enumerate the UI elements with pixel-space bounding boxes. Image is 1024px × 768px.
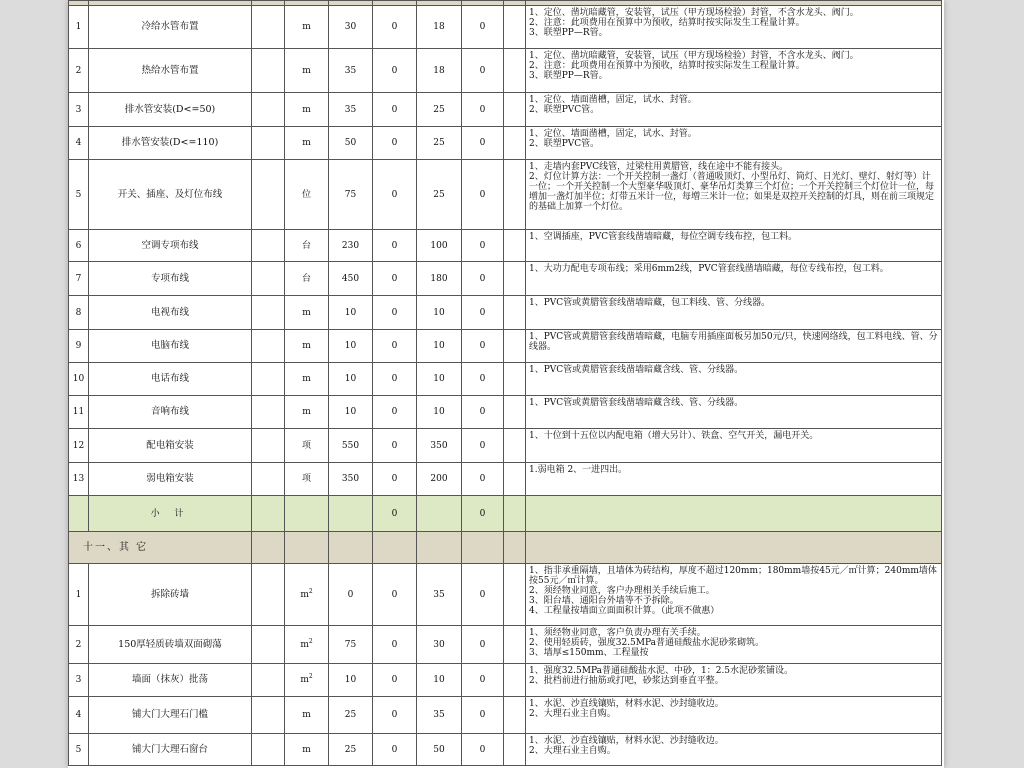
quantity: 0 [373, 697, 417, 734]
subtotal-label: 小 计 [89, 496, 252, 532]
empty-cell [329, 532, 373, 564]
quantity: 0 [373, 160, 417, 230]
item-name: 热给水管布置 [89, 49, 252, 93]
row-number: 1 [69, 564, 89, 626]
unit-cell [285, 93, 329, 127]
total: 0 [462, 330, 504, 363]
quantity: 0 [373, 429, 417, 463]
row-number: 4 [69, 127, 89, 160]
labor-price: 10 [417, 330, 462, 363]
unit: m [302, 341, 311, 351]
unit-cell [285, 396, 329, 429]
quantity: 0 [373, 127, 417, 160]
table-row [69, 396, 942, 429]
total: 0 [462, 262, 504, 296]
total: 0 [462, 363, 504, 396]
row-number: 5 [69, 160, 89, 230]
empty-cell [504, 330, 526, 363]
item-name: 电话布线 [89, 363, 252, 396]
empty-cell [504, 429, 526, 463]
table-row [69, 127, 942, 160]
empty-cell [373, 532, 417, 564]
description: 1、空调插座，PVC管套线凿墙暗藏，每位空调专线布控，包工料。 [526, 230, 942, 262]
description: 1、走墙内套PVC线管，过梁柱用黄腊管，线在途中不能有接头。 2、灯位计算方法：一个开关控制一盏灯（普通吸顶灯、小型吊灯、筒灯、日光灯、壁灯、射灯等）计一位；一个开关控制一个大型豪华吸顶灯、豪华吊灯类算三个灯位；一个开关控制三个灯位计一位，每增加一盏灯加半位；灯带五米计一位，每増三米计一位；如果是双控开关控制的灯具，则在前三项规定的基础上加算一个灯位。 [526, 160, 942, 230]
empty-cell [252, 93, 285, 127]
empty-cell [252, 6, 285, 49]
description: 1、定位、凿坑暗藏管，安装管，试压（甲方现场检验）封管，不含水龙头、阀门。 2、注意：此项费用在预算中为预收，结算时按实际发生工程量计算。 3、联塑PP—R管。 [526, 6, 942, 49]
unit-price: 0 [329, 564, 373, 626]
total: 0 [462, 463, 504, 496]
table-row [69, 160, 942, 230]
table-row [69, 296, 942, 330]
description: 1、十位到十五位以内配电箱（增大另计）、铁盒、空气开关，漏电开关。 [526, 429, 942, 463]
unit-cell [285, 262, 329, 296]
unit-cell [285, 664, 329, 697]
unit-cell [285, 463, 329, 496]
empty-cell [252, 230, 285, 262]
unit-cell [285, 734, 329, 766]
subtotal-total: 0 [462, 496, 504, 532]
quantity: 0 [373, 296, 417, 330]
empty-cell [462, 532, 504, 564]
labor-price: 25 [417, 93, 462, 127]
table-row [69, 6, 942, 49]
unit-price: 25 [329, 734, 373, 766]
labor-price: 10 [417, 664, 462, 697]
description: 1、指非承重隔墙，且墙体为砖结构，厚度不超过120mm；180mm墙按45元／㎡计算；240mm墙体按55元／㎡计算。 2、须经物业同意，客户办理相关手续后施工。 3、阳台墙、通阳台外墙等不予拆除。 4、工程量按墙面立面面积计算。（此项不做惠） [526, 564, 942, 626]
row-number: 2 [69, 49, 89, 93]
unit: m [302, 374, 311, 384]
labor-price: 180 [417, 262, 462, 296]
total: 0 [462, 296, 504, 330]
quotation-table [68, 0, 942, 766]
section-title: 十一、其 它 [69, 532, 252, 564]
section-title-row [69, 532, 942, 564]
row-number: 12 [69, 429, 89, 463]
description: 1、水泥、沙直线镶贴，材料水泥、沙封缝收边。 2、大理石业主自购。 [526, 734, 942, 766]
item-name: 铺大门大理石窗台 [89, 734, 252, 766]
unit: 项 [301, 440, 311, 451]
unit-price: 10 [329, 330, 373, 363]
row-number: 5 [69, 734, 89, 766]
empty-cell [504, 734, 526, 766]
item-name: 音响布线 [89, 396, 252, 429]
labor-price: 30 [417, 626, 462, 664]
table-row [69, 262, 942, 296]
unit: 台 [301, 240, 311, 251]
empty-cell [252, 463, 285, 496]
empty-cell [526, 496, 942, 532]
unit-price: 75 [329, 626, 373, 664]
labor-price: 350 [417, 429, 462, 463]
item-name: 拆除砖墙 [89, 564, 252, 626]
unit: m [300, 589, 309, 600]
empty-cell [504, 127, 526, 160]
empty-cell [252, 262, 285, 296]
unit-cell [285, 49, 329, 93]
quantity: 0 [373, 330, 417, 363]
row-number: 8 [69, 296, 89, 330]
empty-cell [329, 496, 373, 532]
quantity: 0 [373, 363, 417, 396]
row-number: 13 [69, 463, 89, 496]
empty-cell [526, 532, 942, 564]
item-name: 配电箱安装 [89, 429, 252, 463]
unit: m [300, 675, 309, 685]
table-row [69, 664, 942, 697]
total: 0 [462, 6, 504, 49]
empty-cell [504, 626, 526, 664]
item-name: 150厚轻质砖墙双面砌蕩 [89, 626, 252, 664]
unit: m [302, 22, 311, 32]
description: 1、大功力配电专项布线；采用6mm2线，PVC管套线凿墙暗藏，每位专线布控，包工料。 [526, 262, 942, 296]
unit-cell [285, 429, 329, 463]
quantity: 0 [373, 463, 417, 496]
quantity: 0 [373, 49, 417, 93]
empty-cell [252, 429, 285, 463]
empty-cell [252, 160, 285, 230]
row-number: 4 [69, 697, 89, 734]
description: 1、定位、凿坑暗藏管，安装管，试压（甲方现场检验）封管，不含水龙头、阀门。 2、注意：此项费用在预算中为预收，结算时按实际发生工程量计算。 3、联塑PP—R管。 [526, 49, 942, 93]
table-row [69, 463, 942, 496]
unit-cell [285, 697, 329, 734]
empty-cell [252, 532, 285, 564]
empty-cell [504, 697, 526, 734]
unit-superscript: 2 [308, 673, 313, 680]
description: 1、PVC管或黄腊管套线凿墙暗藏含线、管、分线器。 [526, 363, 942, 396]
empty-cell [504, 664, 526, 697]
unit-price: 35 [329, 49, 373, 93]
unit-cell [285, 160, 329, 230]
quantity: 0 [373, 626, 417, 664]
labor-price: 18 [417, 6, 462, 49]
labor-price: 35 [417, 697, 462, 734]
unit-cell [285, 230, 329, 262]
total: 0 [462, 697, 504, 734]
empty-cell [252, 330, 285, 363]
quantity: 0 [373, 230, 417, 262]
empty-cell [252, 697, 285, 734]
description: 1.弱电箱 2、一进四出。 [526, 463, 942, 496]
item-name: 电视布线 [89, 296, 252, 330]
description: 1、PVC管或黄腊管套线凿墙暗藏，电脑专用插座面板另加50元/只，快速网络线，包工料电线、管、分线器。 [526, 330, 942, 363]
unit-price: 450 [329, 262, 373, 296]
empty-cell [285, 496, 329, 532]
unit-price: 550 [329, 429, 373, 463]
description: 1、PVC管或黄腊管套线凿墙暗藏，包工料线、管、分线器。 [526, 296, 942, 330]
unit-cell [285, 6, 329, 49]
spreadsheet-page [68, 0, 944, 768]
unit-price: 35 [329, 93, 373, 127]
total: 0 [462, 160, 504, 230]
empty-cell [252, 734, 285, 766]
row-number: 10 [69, 363, 89, 396]
description: 1、定位、墙面凿槽，固定，试水、封管。 2、联塑PVC管。 [526, 93, 942, 127]
row-number: 7 [69, 262, 89, 296]
empty-cell [285, 532, 329, 564]
quantity: 0 [373, 664, 417, 697]
table-row [69, 429, 942, 463]
table-row [69, 363, 942, 396]
subtotal-quantity: 0 [373, 496, 417, 532]
total: 0 [462, 396, 504, 429]
empty-cell [504, 49, 526, 93]
unit: m [302, 104, 311, 115]
total: 0 [462, 93, 504, 127]
table-row [69, 230, 942, 262]
total: 0 [462, 429, 504, 463]
table-row [69, 93, 942, 127]
empty-cell [504, 262, 526, 296]
description: 1、PVC管或黄腊管套线凿墙暗藏含线、管、分线器。 [526, 396, 942, 429]
labor-price: 200 [417, 463, 462, 496]
unit: 台 [301, 273, 311, 284]
empty-cell [504, 496, 526, 532]
description: 1、水泥、沙直线镶贴，材料水泥、沙封缝收边。 2、大理石业主自购。 [526, 697, 942, 734]
unit: m [302, 65, 311, 76]
labor-price: 50 [417, 734, 462, 766]
table-row [69, 734, 942, 766]
description: 1、须经物业同意，客户负责办理有关手续。 2、使用轻质砖，强度32.5MPa普通硅酸盐水泥砂浆砌筑。 3、墙厚≤150mm、工程量按 [526, 626, 942, 664]
empty-cell [504, 6, 526, 49]
quantity: 0 [373, 734, 417, 766]
unit: m [300, 639, 309, 650]
empty-cell [252, 564, 285, 626]
description: 1、强度32.5MPa普通硅酸盐水泥、中砂，1：2.5水泥砂浆铺设。 2、批档前进行抽筋或打吧，砂浆达到垂直平整。 [526, 664, 942, 697]
unit: m [302, 407, 311, 417]
unit-price: 50 [329, 127, 373, 160]
quantity: 0 [373, 93, 417, 127]
quantity: 0 [373, 6, 417, 49]
labor-price: 25 [417, 127, 462, 160]
quantity: 0 [373, 262, 417, 296]
unit-price: 75 [329, 160, 373, 230]
empty-cell [504, 463, 526, 496]
empty-cell [252, 664, 285, 697]
subtotal-row [69, 496, 942, 532]
item-name: 专项布线 [89, 262, 252, 296]
unit-superscript: 2 [308, 587, 313, 595]
empty-cell [252, 296, 285, 330]
unit: 位 [301, 189, 311, 200]
empty-cell [252, 496, 285, 532]
unit-price: 10 [329, 664, 373, 697]
unit-price: 10 [329, 363, 373, 396]
total: 0 [462, 230, 504, 262]
empty-cell [504, 230, 526, 262]
row-number: 3 [69, 93, 89, 127]
empty-cell [417, 532, 462, 564]
item-name: 弱电箱安装 [89, 463, 252, 496]
unit: 项 [301, 474, 311, 484]
table-row [69, 330, 942, 363]
total: 0 [462, 564, 504, 626]
empty-cell [252, 49, 285, 93]
empty-cell [252, 626, 285, 664]
table-row [69, 626, 942, 664]
unit-cell [285, 296, 329, 330]
empty-cell [252, 363, 285, 396]
row-number: 2 [69, 626, 89, 664]
row-number: 9 [69, 330, 89, 363]
unit-price: 10 [329, 396, 373, 429]
total: 0 [462, 734, 504, 766]
labor-price: 25 [417, 160, 462, 230]
empty-cell [504, 363, 526, 396]
labor-price: 18 [417, 49, 462, 93]
unit-price: 230 [329, 230, 373, 262]
quantity: 0 [373, 396, 417, 429]
total: 0 [462, 664, 504, 697]
unit-price: 350 [329, 463, 373, 496]
empty-cell [504, 93, 526, 127]
empty-cell [504, 160, 526, 230]
table-row [69, 49, 942, 93]
empty-cell [504, 532, 526, 564]
unit-price: 25 [329, 697, 373, 734]
labor-price: 100 [417, 230, 462, 262]
unit-cell [285, 564, 329, 626]
item-name: 冷给水管布置 [89, 6, 252, 49]
description: 1、定位、墙面凿槽，固定，试水、封管。 2、联塑PVC管。 [526, 127, 942, 160]
empty-cell [504, 296, 526, 330]
unit-superscript: 2 [308, 637, 313, 645]
empty-cell [252, 396, 285, 429]
labor-price: 10 [417, 296, 462, 330]
item-name: 电脑布线 [89, 330, 252, 363]
labor-price: 35 [417, 564, 462, 626]
unit: m [302, 744, 311, 755]
unit-cell [285, 330, 329, 363]
unit-price: 10 [329, 296, 373, 330]
item-name: 排水管安装(D<=50) [89, 93, 252, 127]
item-name: 排水管安装(D<=110) [89, 127, 252, 160]
total: 0 [462, 49, 504, 93]
unit-cell [285, 363, 329, 396]
unit-cell [285, 127, 329, 160]
total: 0 [462, 626, 504, 664]
table-row [69, 697, 942, 734]
row-number: 1 [69, 6, 89, 49]
empty-cell [69, 496, 89, 532]
unit-price: 30 [329, 6, 373, 49]
empty-cell [504, 564, 526, 626]
item-name: 空调专项布线 [89, 230, 252, 262]
empty-cell [504, 396, 526, 429]
unit-cell [285, 626, 329, 664]
unit: m [302, 710, 311, 720]
unit: m [302, 138, 311, 148]
quantity: 0 [373, 564, 417, 626]
item-name: 开关、插座、及灯位布线 [89, 160, 252, 230]
item-name: 铺大门大理石门槛 [89, 697, 252, 734]
empty-cell [417, 496, 462, 532]
labor-price: 10 [417, 363, 462, 396]
empty-cell [252, 127, 285, 160]
row-number: 6 [69, 230, 89, 262]
total: 0 [462, 127, 504, 160]
row-number: 3 [69, 664, 89, 697]
item-name: 墙面（抹灰）批荡 [89, 664, 252, 697]
table-row [69, 564, 942, 626]
row-number: 11 [69, 396, 89, 429]
labor-price: 10 [417, 396, 462, 429]
unit: m [302, 307, 311, 318]
